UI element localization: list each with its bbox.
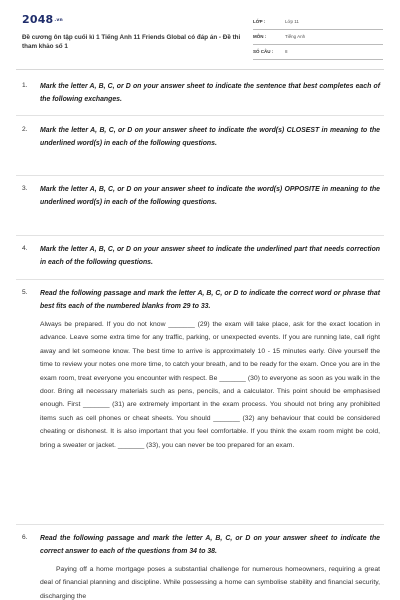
passage-text: Always be prepared. If you do not know _______ (29) the exam will take place, ask for the exact location in advance. Leave some extra time for any traffic, parking, or unexpected events. If you are running late, call right away and let someone know. The best time to arrive is approximately 10 - 15 minutes early. Give yourself the time to review your notes one more time, to catch your breath, and to be ready for the exam. Once you are in the exam room, treat everyone you encounter with respect. Be _______ (30) to everyone as soon as you walk in the door. Bring all necessary materials such as pens, pencils, and a calculator. This point should be emphasised enough. First _______ (31) are extremely important in the exam process. You should not bring any prohibited items such as cell phones or cheat sheets. You should _______ (32) any behaviour that could be considered cheating or dishonest. It is also important that you feel comfortable. If you think the exam room might be cold, bring a sweater or jacket. _______ (33), you can never be too prepared for an exam. (40, 321, 380, 449)
question-number: 3. (22, 185, 28, 192)
meta-subject-row (253, 30, 383, 45)
meta-count-label: SỐ CÂU : (253, 49, 274, 54)
question-separator (16, 524, 384, 525)
question-separator (16, 175, 384, 176)
site-logo[interactable]: $2048^{.vn}$ (22, 13, 63, 26)
question-number: 4. (22, 245, 28, 252)
question-number: 2. (22, 126, 28, 133)
question-instruction: Mark the letter A, B, C, or D on your answer sheet to indicate the word(s) OPPOSITE in meaning to the underlined word(s) in each of the following questions. (40, 186, 380, 207)
question-instruction: Read the following passage and mark the letter A, B, C, or D to indicate the correct word or phrase that best fits each of the numbered blanks from 29 to 33. (40, 290, 380, 311)
reading-passage (40, 563, 380, 600)
question-number: 1. (22, 82, 28, 89)
question-number: 5. (22, 289, 28, 296)
header (0, 0, 400, 68)
meta-class-value: Lớp 11 (285, 19, 299, 24)
question-separator (16, 115, 384, 116)
passage-text: Paying off a home mortgage poses a substantial challenge for numerous homeowners, requiring a great deal of financial planning and discipline. While possessing a home can symbolise stability and financial security, discharging the (40, 566, 380, 600)
question-instruction: Mark the letter A, B, C, or D on your answer sheet to indicate the underlined part that needs correction in each of the following questions. (40, 246, 380, 267)
question-separator (16, 235, 384, 236)
meta-subject-label: MÔN : (253, 34, 267, 39)
meta-class-row (253, 15, 383, 30)
meta-class-label: LỚP : (253, 19, 266, 24)
question-instruction: Mark the letter A, B, C, or D on your answer sheet to indicate the word(s) CLOSEST in meaning to the underlined word(s) in each of the following questions. (40, 127, 380, 148)
meta-count-value: 8 (285, 49, 288, 54)
meta-count-row (253, 45, 383, 60)
question-instruction: Read the following passage and mark the letter A, B, C, or D on your answer sheet to indicate the correct answer to each of the questions from 34 to 38. (40, 535, 380, 556)
question-number: 6. (22, 534, 28, 541)
question-instruction: Mark the letter A, B, C, or D on your answer sheet to indicate the sentence that best completes each of the following exchanges. (40, 83, 380, 104)
reading-passage (40, 318, 380, 452)
header-divider (16, 69, 384, 70)
question-separator (16, 279, 384, 280)
meta-subject-value: Tiếng Anh (285, 34, 306, 39)
document-title: Đề cương ôn tập cuối kì 1 Tiếng Anh 11 Friends Global có đáp án - Đề thi tham khảo số 1 (22, 34, 241, 51)
document-meta (253, 15, 383, 60)
